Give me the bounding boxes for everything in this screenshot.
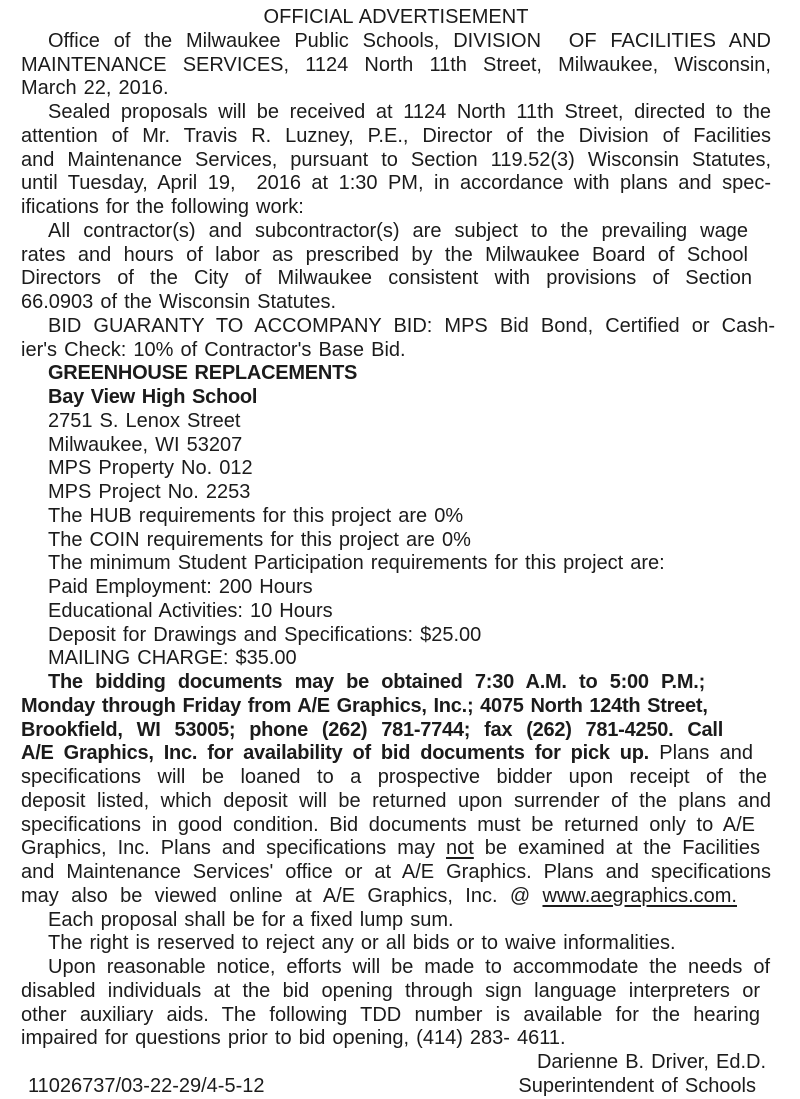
doc-line: Brookfield, WI 53005; phone (262) 781-7744; fax (262) 781-4250. Call [21, 718, 723, 741]
doc-line: attention of Mr. Travis R. Luzney, P.E., Director of the Division of Facilities [21, 124, 771, 147]
doc-line: and Maintenance Services, pursuant to Section 119.52(3) Wisconsin Statutes, [21, 148, 771, 171]
doc-line: ifications for the following work: [21, 196, 304, 218]
aegraphics-link[interactable]: www.aegraphics.com. [542, 884, 737, 907]
doc-line: specifications in good condition. Bid documents must be returned only to A/E [21, 813, 755, 836]
doc-line: Sealed proposals will be received at 1124 North 11th Street, directed to the [48, 101, 771, 123]
property-number: MPS Property No. 012 [48, 457, 253, 480]
deposit-amount: Deposit for Drawings and Specifications: $25.00 [48, 623, 482, 646]
doc-line: Office of the Milwaukee Public Schools, DIVISION OF FACILITIES AND [48, 29, 771, 52]
doc-line: rates and hours of labor as prescribed by the Milwaukee Board of School [21, 243, 748, 266]
doc-line [21, 1075, 771, 1099]
paid-employment: Paid Employment: 200 Hours [48, 576, 313, 598]
hub-requirement: The HUB requirements for this project are 0% [48, 504, 464, 527]
doc-line: MAINTENANCE SERVICES, 1124 North 11th Street, Milwaukee, Wisconsin, [21, 53, 771, 76]
project-number: MPS Project No. 2253 [48, 481, 251, 503]
project-heading: GREENHOUSE REPLACEMENTS [48, 362, 358, 385]
doc-line: 66.0903 of the Wisconsin Statutes. [21, 291, 337, 313]
school-name: Bay View High School [48, 386, 258, 408]
doc-text: A/E Graphics, Inc. for availability of bid documents for pick up. [21, 742, 649, 765]
doc-line: until Tuesday, April 19, 2016 at 1:30 PM, in accordance with plans and spec- [21, 172, 771, 195]
signature-title: Superintendent of Schools [518, 1074, 756, 1097]
doc-line: March 22, 2016. [21, 77, 169, 100]
doc-line: specifications will be loaned to a prospective bidder upon receipt of the [21, 766, 767, 788]
doc-text: Plans and [648, 742, 753, 765]
doc-line: disabled individuals at the bid opening through sign language interpreters or [21, 979, 760, 1002]
doc-line: Directors of the City of Milwaukee consistent with provisions of Section [21, 267, 752, 290]
notice-code: 11026737/03-22-29/4-5-12 [28, 1074, 265, 1097]
educational-activities: Educational Activities: 10 Hours [48, 599, 333, 622]
mailing-charge: MAILING CHARGE: $35.00 [48, 647, 297, 670]
doc-line: The minimum Student Participation requirements for this project are: [48, 552, 665, 575]
doc-line: BID GUARANTY TO ACCOMPANY BID: MPS Bid Bond, Certified or Cash- [48, 314, 775, 337]
doc-line: Upon reasonable notice, efforts will be made to accommodate the needs of [48, 956, 770, 978]
tdd-number: impaired for questions prior to bid opening, (414) 283- 4611. [21, 1027, 566, 1050]
doc-line: deposit listed, which deposit will be returned upon surrender of the plans and [21, 789, 771, 812]
doc-line [21, 742, 753, 766]
doc-line [21, 885, 737, 909]
doc-line: The right is reserved to reject any or all bids or to waive informalities. [48, 932, 676, 955]
doc-text: Graphics, Inc. Plans and specifications may [21, 837, 446, 860]
doc-line: other auxiliary aids. The following TDD number is available for the hearing [21, 1003, 760, 1026]
doc-line: The bidding documents may be obtained 7:30 A.M. to 5:00 P.M.; [48, 671, 705, 693]
doc-line: All contractor(s) and subcontractor(s) are subject to the prevailing wage [48, 219, 748, 242]
signature-name: Darienne B. Driver, Ed.D. [536, 1051, 766, 1073]
doc-text: may also be viewed online at A/E Graphics, Inc. @ [21, 884, 543, 907]
doc-line [21, 837, 760, 861]
coin-requirement: The COIN requirements for this project are 0% [48, 528, 471, 551]
doc-line: Each proposal shall be for a fixed lump sum. [48, 908, 454, 931]
doc-text: be examined at the Facilities [473, 837, 760, 860]
school-city: Milwaukee, WI 53207 [48, 433, 243, 456]
school-address: 2751 S. Lenox Street [48, 409, 241, 432]
doc-line: ier's Check: 10% of Contractor's Base Bid. [21, 338, 406, 361]
doc-line: and Maintenance Services' office or at A/E Graphics. Plans and specifications [21, 861, 771, 883]
doc-title: OFFICIAL ADVERTISEMENT [263, 6, 529, 28]
doc-line: Monday through Friday from A/E Graphics, Inc.; 4075 North 124th Street, [21, 694, 708, 717]
not-emphasis: not [446, 837, 474, 860]
